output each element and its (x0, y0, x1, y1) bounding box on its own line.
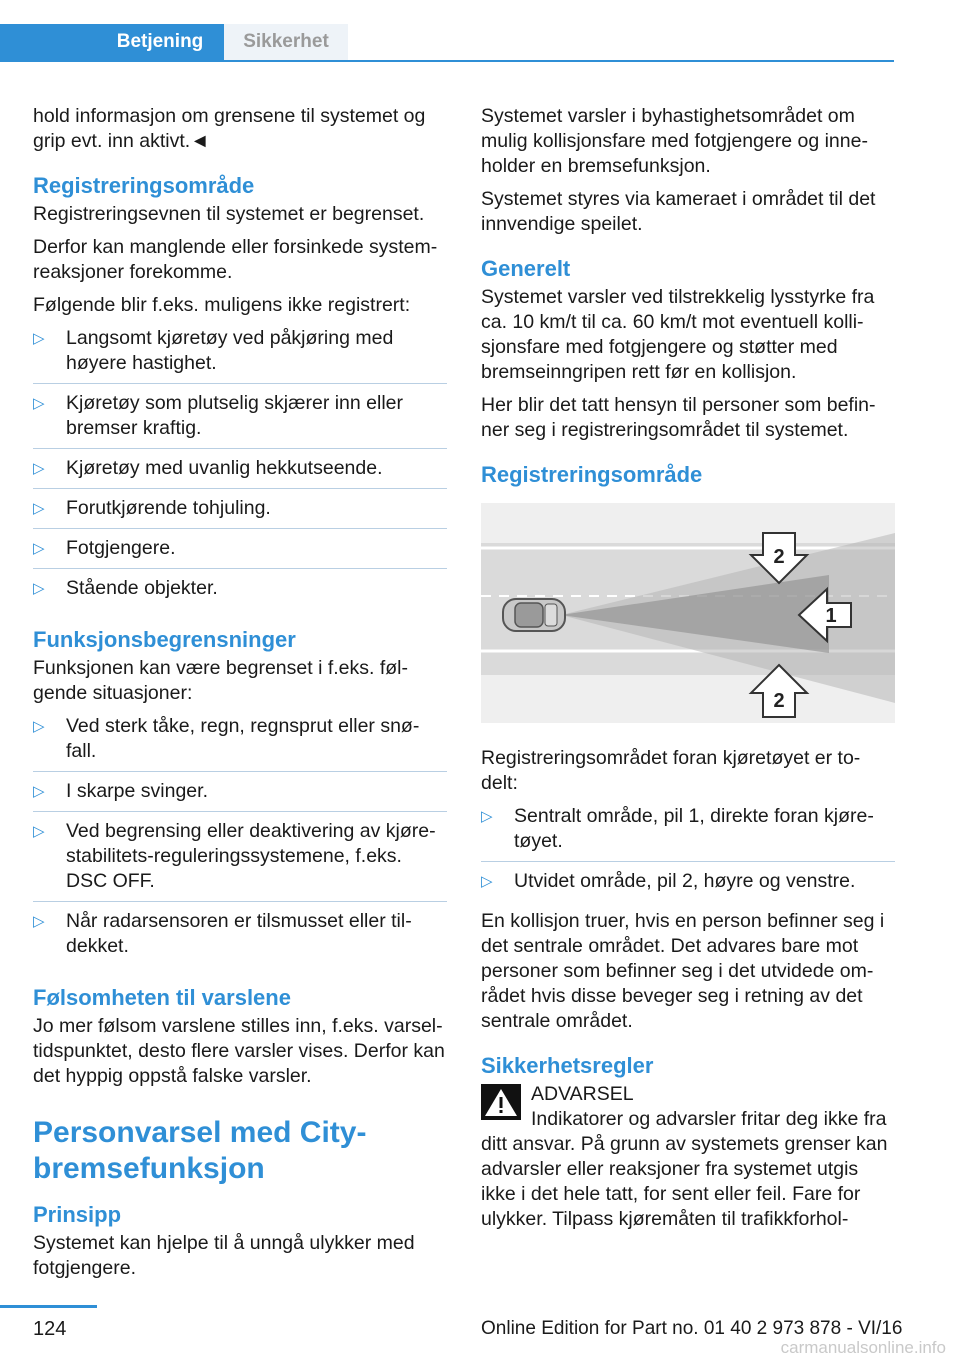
list-item: ▷ Ved begrensing eller deaktivering av kjøre-stabilitets-reguleringssystemene, f.eks. DSC OFF. (33, 819, 447, 902)
tab-betjening[interactable]: Betjening (0, 24, 224, 60)
warning-body: Indikatorer og advarsler fritar deg ikke fra ditt ansvar. På grunn av systemets grenser kan advarsler eller reaksjoner fra systemet utgis ikke i det hele tatt, for sent eller feil. Fare for ulykker. Tilpass kjøremåten til trafikkforhol- (481, 1108, 888, 1230)
warning-block (481, 1082, 895, 1232)
section-title: Registreringsområde (33, 173, 255, 198)
section-title: Generelt (481, 256, 571, 281)
triangle-right-outline-icon: ▷ (33, 330, 45, 347)
warning-title: ADVARSEL (531, 1083, 634, 1105)
paragraph: Registreringsområdet foran kjøretøyet er to-delt: (481, 747, 861, 794)
paragraph: Følgende blir f.eks. muligens ikke registrert: (33, 294, 411, 316)
car-icon (503, 599, 565, 631)
paragraph: Registreringsevnen til systemet er begrenset. (33, 203, 425, 225)
triangle-right-outline-icon: ▷ (481, 808, 493, 825)
list-item: ▷ Kjøretøy som plutselig skjærer inn eller bremser kraftig. (33, 391, 447, 449)
triangle-right-outline-icon: ▷ (33, 913, 45, 930)
section-tabs (0, 24, 894, 62)
paragraph: Jo mer følsom varslene stilles inn, f.eks. varsel-tidspunktet, desto flere varsler vises. Derfor kan det hyppig oppstå falske varsler. (33, 1015, 445, 1087)
paragraph: Derfor kan manglende eller forsinkede system-reaksjoner forekomme. (33, 236, 438, 283)
list-item: ▷ Fotgjengere. (33, 536, 447, 569)
triangle-right-outline-icon: ▷ (33, 460, 45, 477)
list-item: ▷ Når radarsensoren er tilsmusset eller til-dekket. (33, 910, 412, 957)
section-title: Funksjonsbegrensninger (33, 627, 296, 652)
detection-area-figure (481, 503, 895, 723)
list-item: ▷ Ved sterk tåke, regn, regnsprut eller snø-fall. (33, 714, 447, 772)
left-column (33, 104, 447, 1289)
arrow-label: 2 (773, 546, 785, 568)
watermark: carmanualsonline.info (780, 1338, 946, 1357)
arrow-label: 1 (825, 605, 837, 627)
header-rule (0, 60, 894, 62)
paragraph: Systemet kan hjelpe til å unngå ulykker med fotgjengere. (33, 1232, 415, 1279)
list-item: ▷ Sentralt område, pil 1, direkte foran kjøre-tøyet. (481, 804, 895, 862)
section-title: Følsomheten til varslene (33, 985, 291, 1010)
triangle-right-outline-icon: ▷ (33, 395, 45, 412)
paragraph: En kollisjon truer, hvis en person befinner seg i det sentrale området. Det advares bare mot personer som befinner seg i det utvidede om-rådet hvis disse beveger seg i retning av det sentrale området. (481, 910, 885, 1032)
list-item: ▷ I skarpe svinger. (33, 779, 447, 812)
page-number-rule (0, 1305, 97, 1308)
tab-sikkerhet[interactable]: Sikkerhet (224, 24, 348, 60)
right-column (481, 104, 895, 1240)
list-item: ▷ Kjøretøy med uvanlig hekkutseende. (33, 456, 447, 489)
triangle-right-outline-icon: ▷ (33, 500, 45, 517)
paragraph: Systemet varsler ved tilstrekkelig lysstyrke fra ca. 10 km/t til ca. 60 km/t mot eventuell kolli-sjonsfare med fotgjengere og støtter med bremseinngripen rett før en kollisjon. (481, 286, 875, 383)
paragraph: Systemet styres via kameraet i området til det innvendige speilet. (481, 188, 876, 235)
triangle-right-outline-icon: ▷ (33, 540, 45, 557)
triangle-right-outline-icon: ▷ (481, 873, 493, 890)
bullet-list (33, 714, 447, 966)
section-title: Sikkerhetsregler (481, 1053, 654, 1078)
paragraph: Her blir det tatt hensyn til personer som befin-ner seg i registreringsområdet til systemet. (481, 394, 876, 441)
arrow-label: 2 (773, 690, 785, 712)
edition-info: Online Edition for Part no. 01 40 2 973 878 - VI/16 (481, 1318, 903, 1339)
paragraph: Systemet varsler i byhastighetsområdet om mulig kollisjonsfare med fotgjengere og inne-holder en bremsefunksjon. (481, 105, 868, 177)
triangle-right-outline-icon: ▷ (33, 823, 45, 840)
paragraph: Funksjonen kan være begrenset i f.eks. føl-gende situasjoner: (33, 657, 409, 704)
triangle-right-outline-icon: ▷ (33, 783, 45, 800)
section-title: Prinsipp (33, 1202, 122, 1227)
list-item: ▷ Utvidet område, pil 2, høyre og venstre. (481, 870, 856, 892)
warning-triangle-icon (481, 1084, 521, 1120)
triangle-right-outline-icon: ▷ (33, 580, 45, 597)
chapter-title: Personvarsel med City-bremsefunksjon (33, 1116, 367, 1185)
section-title: Registreringsområde (481, 462, 703, 487)
bullet-list (481, 804, 895, 901)
list-item: ▷ Forutkjørende tohjuling. (33, 496, 447, 529)
page-number: 124 (33, 1318, 67, 1340)
intro-text: hold informasjon om grensene til systemet og grip evt. inn aktivt.◄ (33, 105, 426, 152)
list-item: ▷ Langsomt kjøretøy ved påkjøring med høyere hastighet. (33, 326, 447, 384)
bullet-list (33, 326, 447, 608)
list-item: ▷ Stående objekter. (33, 577, 218, 599)
triangle-right-outline-icon: ▷ (33, 718, 45, 735)
